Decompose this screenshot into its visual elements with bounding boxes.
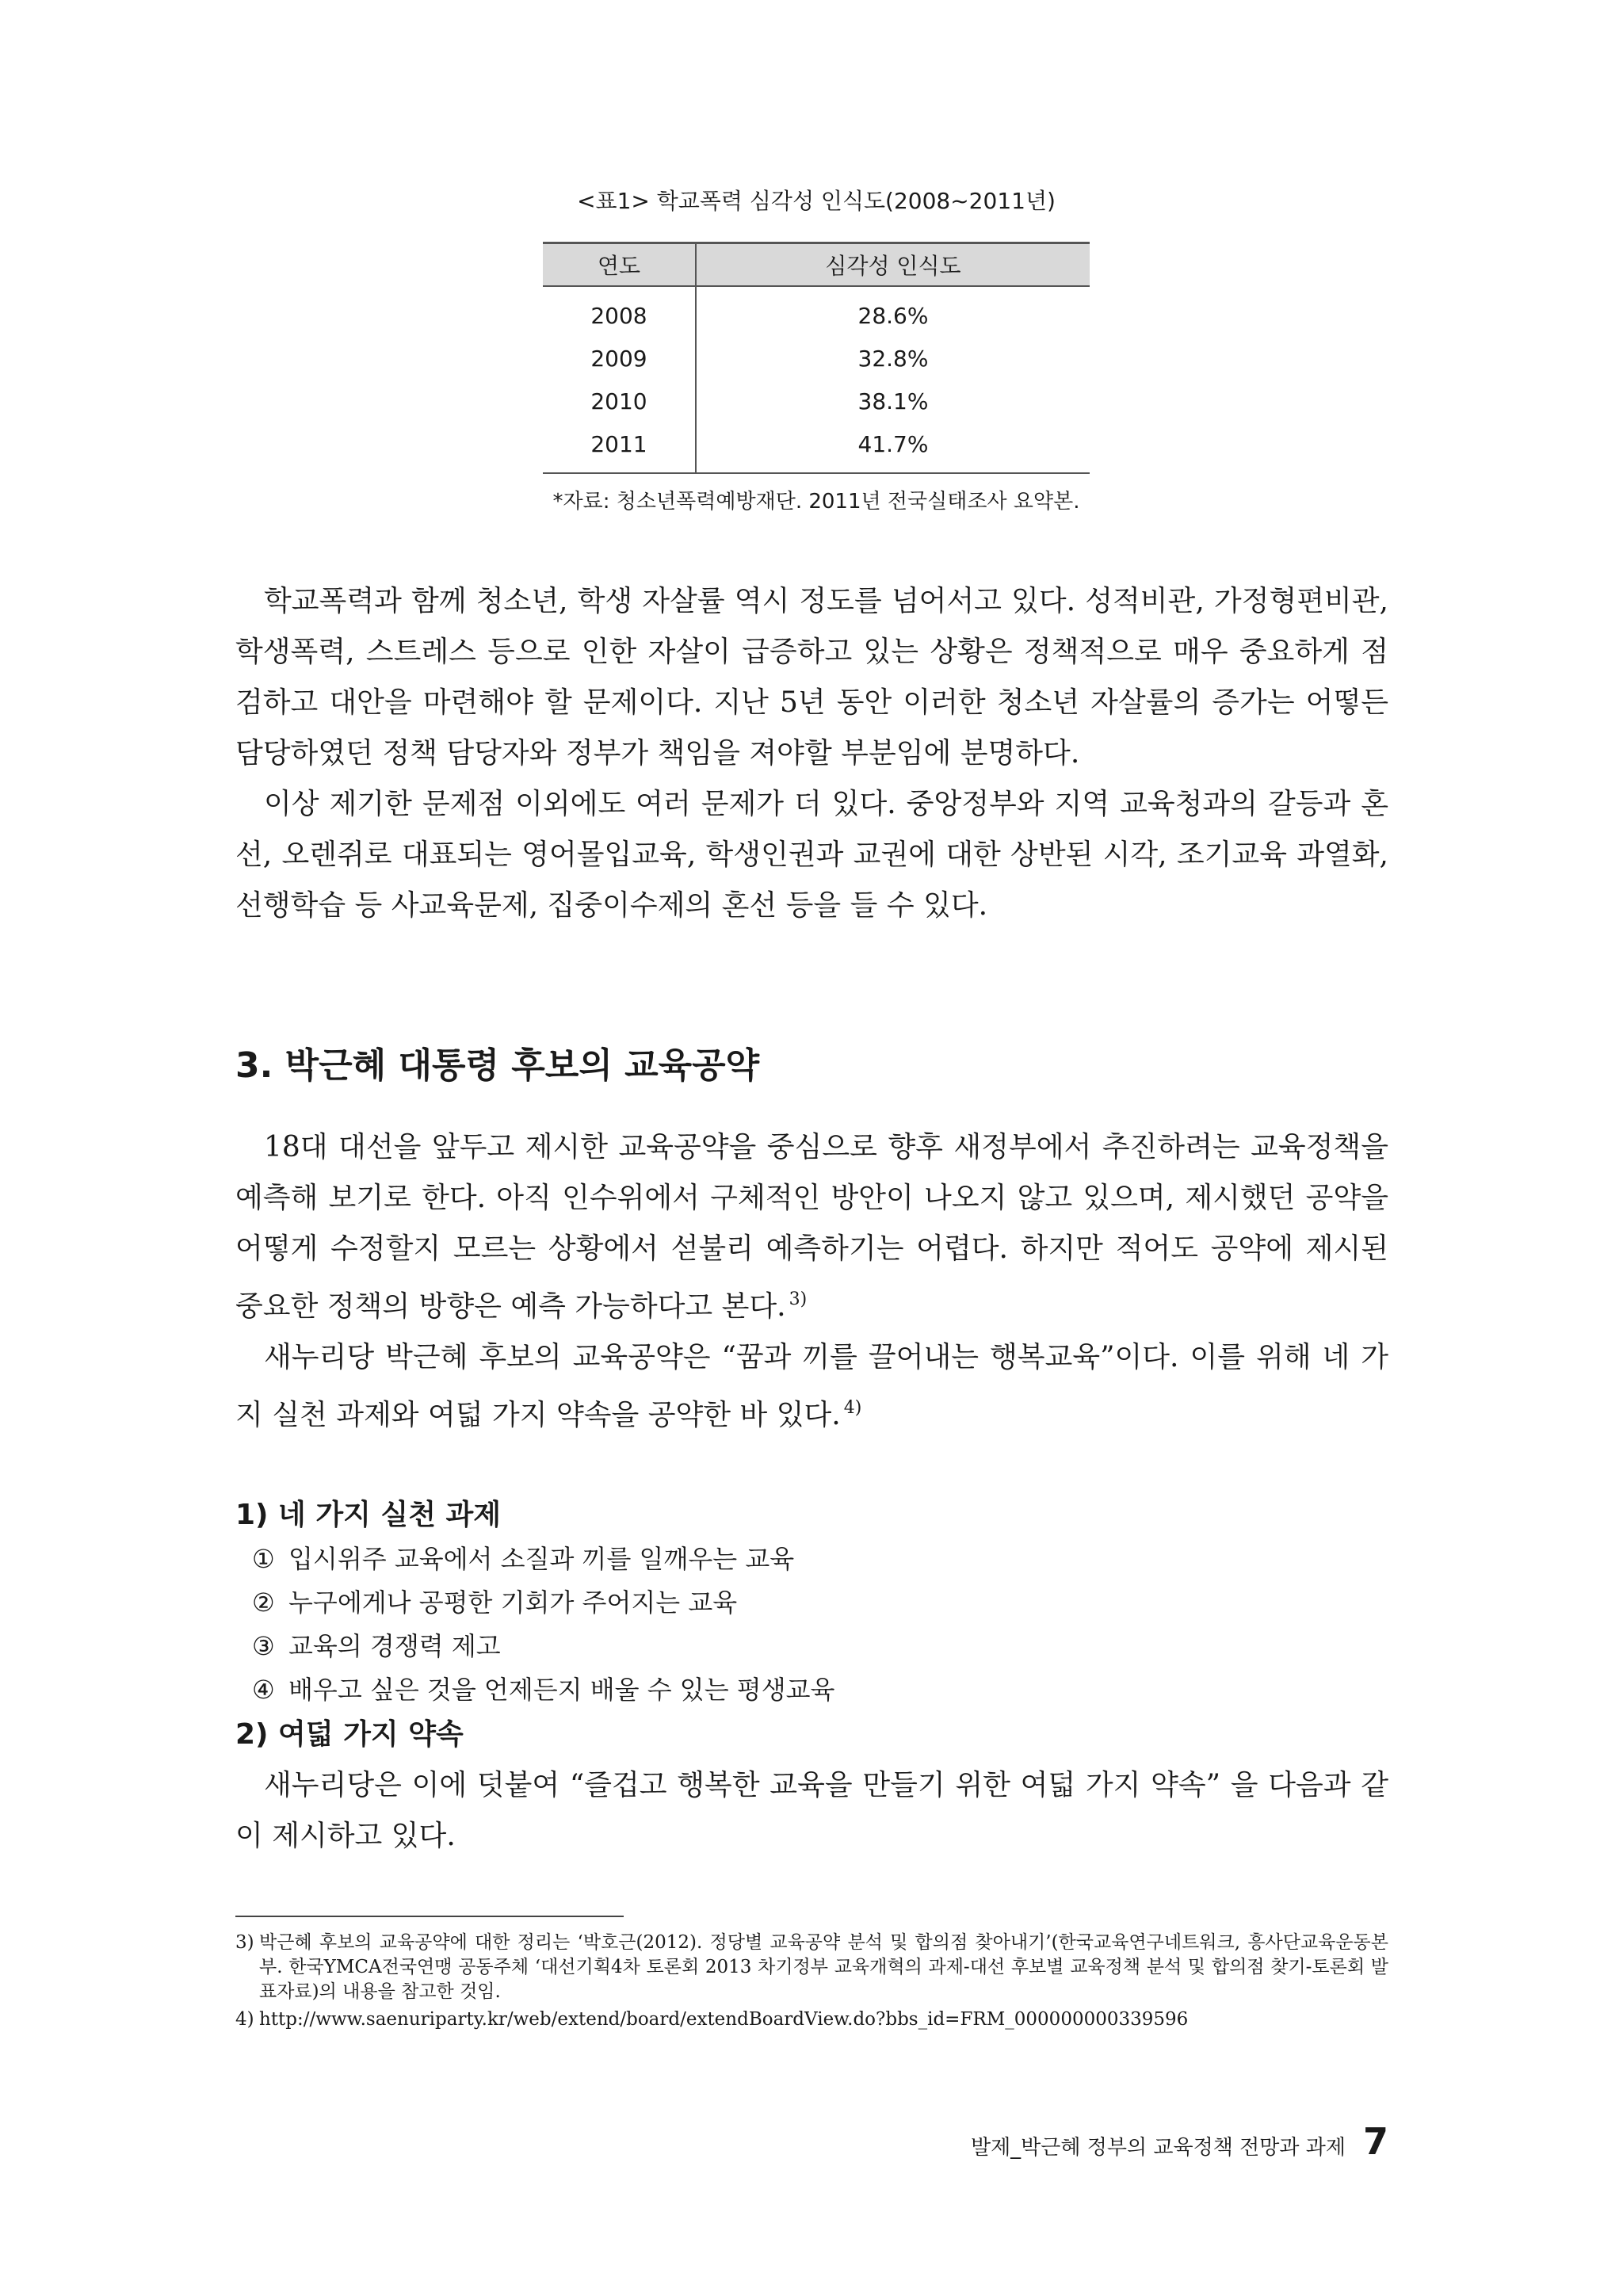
list-item [252, 1581, 834, 1625]
subsection-heading-tasks: 1) 네 가지 실천 과제 [235, 1499, 502, 1531]
footnote-ref[interactable]: 3) [789, 1289, 808, 1309]
list-marker: ② [252, 1587, 275, 1618]
list-item-text: 배우고 싶은 것을 언제든지 배울 수 있는 평생교육 [288, 1675, 835, 1705]
table-cell-value: 32.8% [857, 345, 929, 372]
page-number: 7 [1362, 2120, 1388, 2163]
paragraph-text: 새누리당 박근혜 후보의 교육공약은 “꿈과 끼를 끌어내는 행복교육”이다. 이를 위해 네 가지 실천 과제와 여덟 가지 약속을 공약한 바 있다. [235, 1341, 1388, 1431]
footnote [235, 2008, 1388, 2032]
list-marker: ③ [252, 1631, 275, 1661]
table-header-awareness: 심각성 인식도 [696, 243, 1090, 287]
footer-title: 발제_박근혜 정부의 교육정책 전망과 과제 [970, 2136, 1346, 2160]
promises-text-block [235, 1760, 1388, 1862]
table-cell-value: 38.1% [857, 388, 929, 415]
footnote-divider [235, 1916, 624, 1917]
pledge-text-block [235, 1122, 1388, 1441]
paragraph: 학교폭력과 함께 청소년, 학생 자살률 역시 정도를 넘어서고 있다. 성적비관, 가정형편비관, 학생폭력, 스트레스 등으로 인한 자살이 급증하고 있는 상황은 정책적으로 매우 중요하게 점검하고 대안을 마련해야 할 문제이다. 지난 5년 동안 이러한 청소년 자살률의 증가는 어떻든 담당하였던 정책 담당자와 정부가 책임을 져야할 부분임에 분명하다. [235, 585, 1388, 770]
table-row [543, 422, 1090, 473]
table-row [543, 337, 1090, 380]
footnote-text: 박근혜 후보의 교육공약에 대한 정리는 ‘박호근(2012). 정당별 교육공약 분석 및 합의점 찾아내기’(한국교육연구네트워크, 흥사단교육운동본부. 한국YMCA전국연맹 공동주체 ‘대선기획4차 토론회 2013 차기정부 교육개혁의 과제-대선 후보별 교육정책 분석 및 합의점 찾기-토론회 발표자료)의 내용을 참고한 것임. [259, 1932, 1388, 2002]
table-cell-year: 2010 [543, 380, 696, 422]
list-item-text: 교육의 경쟁력 제고 [288, 1631, 501, 1661]
table-row [543, 380, 1090, 422]
list-item [252, 1538, 834, 1581]
school-violence-table [543, 242, 1090, 474]
list-item [252, 1668, 834, 1712]
table-row [543, 286, 1090, 337]
paragraph-text: 18대 대선을 앞두고 제시한 교육공약을 중심으로 향후 새정부에서 추진하려는 교육정책을 예측해 보기로 한다. 아직 인수위에서 구체적인 방안이 나오지 않고 있으며, 제시했던 공약을 어떻게 수정할지 모르는 상황에서 섣불리 예측하기는 어렵다. 하지만 적어도 공약에 제시된 중요한 정책의 방향은 예측 가능하다고 본다. [235, 1131, 1388, 1323]
paragraph: 이상 제기한 문제점 이외에도 여러 문제가 더 있다. 중앙정부와 지역 교육청과의 갈등과 혼선, 오렌쥐로 대표되는 영어몰입교육, 학생인권과 교권에 대한 상반된 시각, 조기교육 과열화, 선행학습 등 사교육문제, 집중이수제의 혼선 등을 들 수 있다. [235, 788, 1388, 922]
list-marker: ④ [252, 1675, 275, 1705]
list-item-text: 입시위주 교육에서 소질과 끼를 일깨우는 교육 [288, 1544, 795, 1574]
paragraph [235, 1122, 1388, 1332]
footnote-number: 4) [235, 2009, 254, 2030]
list-marker: ① [252, 1544, 275, 1574]
table-cell-value: 28.6% [857, 302, 929, 329]
table-source-note: *자료: 청소년폭력예방재단. 2011년 전국실태조사 요약본. [552, 490, 1080, 514]
table-header-row [543, 243, 1090, 287]
paragraph [235, 1332, 1388, 1441]
footnote [235, 1931, 1388, 2004]
table-header-year: 연도 [543, 243, 696, 287]
table-cell-value: 41.7% [696, 422, 1090, 473]
tasks-list [252, 1538, 834, 1712]
table-cell-year: 2009 [543, 337, 696, 380]
footnote-ref[interactable]: 4) [843, 1398, 862, 1418]
list-item [252, 1625, 834, 1668]
list-item-text: 누구에게나 공평한 기회가 주어지는 교육 [288, 1587, 738, 1618]
footnote-link[interactable]: http://www.saenuriparty.kr/web/extend/board/extendBoardView.do?bbs_id=FRM_000000000339596 [259, 2009, 1189, 2030]
footnotes [235, 1931, 1388, 2035]
table-caption: <표1> 학교폭력 심각성 인식도(2008~2011년) [577, 188, 1056, 214]
footnote-number: 3) [235, 1932, 254, 1953]
intro-text-block [235, 576, 1388, 931]
section-heading: 3. 박근혜 대통령 후보의 교육공약 [235, 1045, 760, 1086]
subsection-heading-promises: 2) 여덟 가지 약속 [235, 1718, 464, 1751]
paragraph: 새누리당은 이에 덧붙여 “즐겁고 행복한 교육을 만들기 위한 여덟 가지 약속” 을 다음과 같이 제시하고 있다. [235, 1769, 1388, 1852]
page-footer [971, 2120, 1388, 2163]
table-cell-year: 2011 [543, 422, 696, 473]
table-cell-year: 2008 [543, 286, 696, 337]
